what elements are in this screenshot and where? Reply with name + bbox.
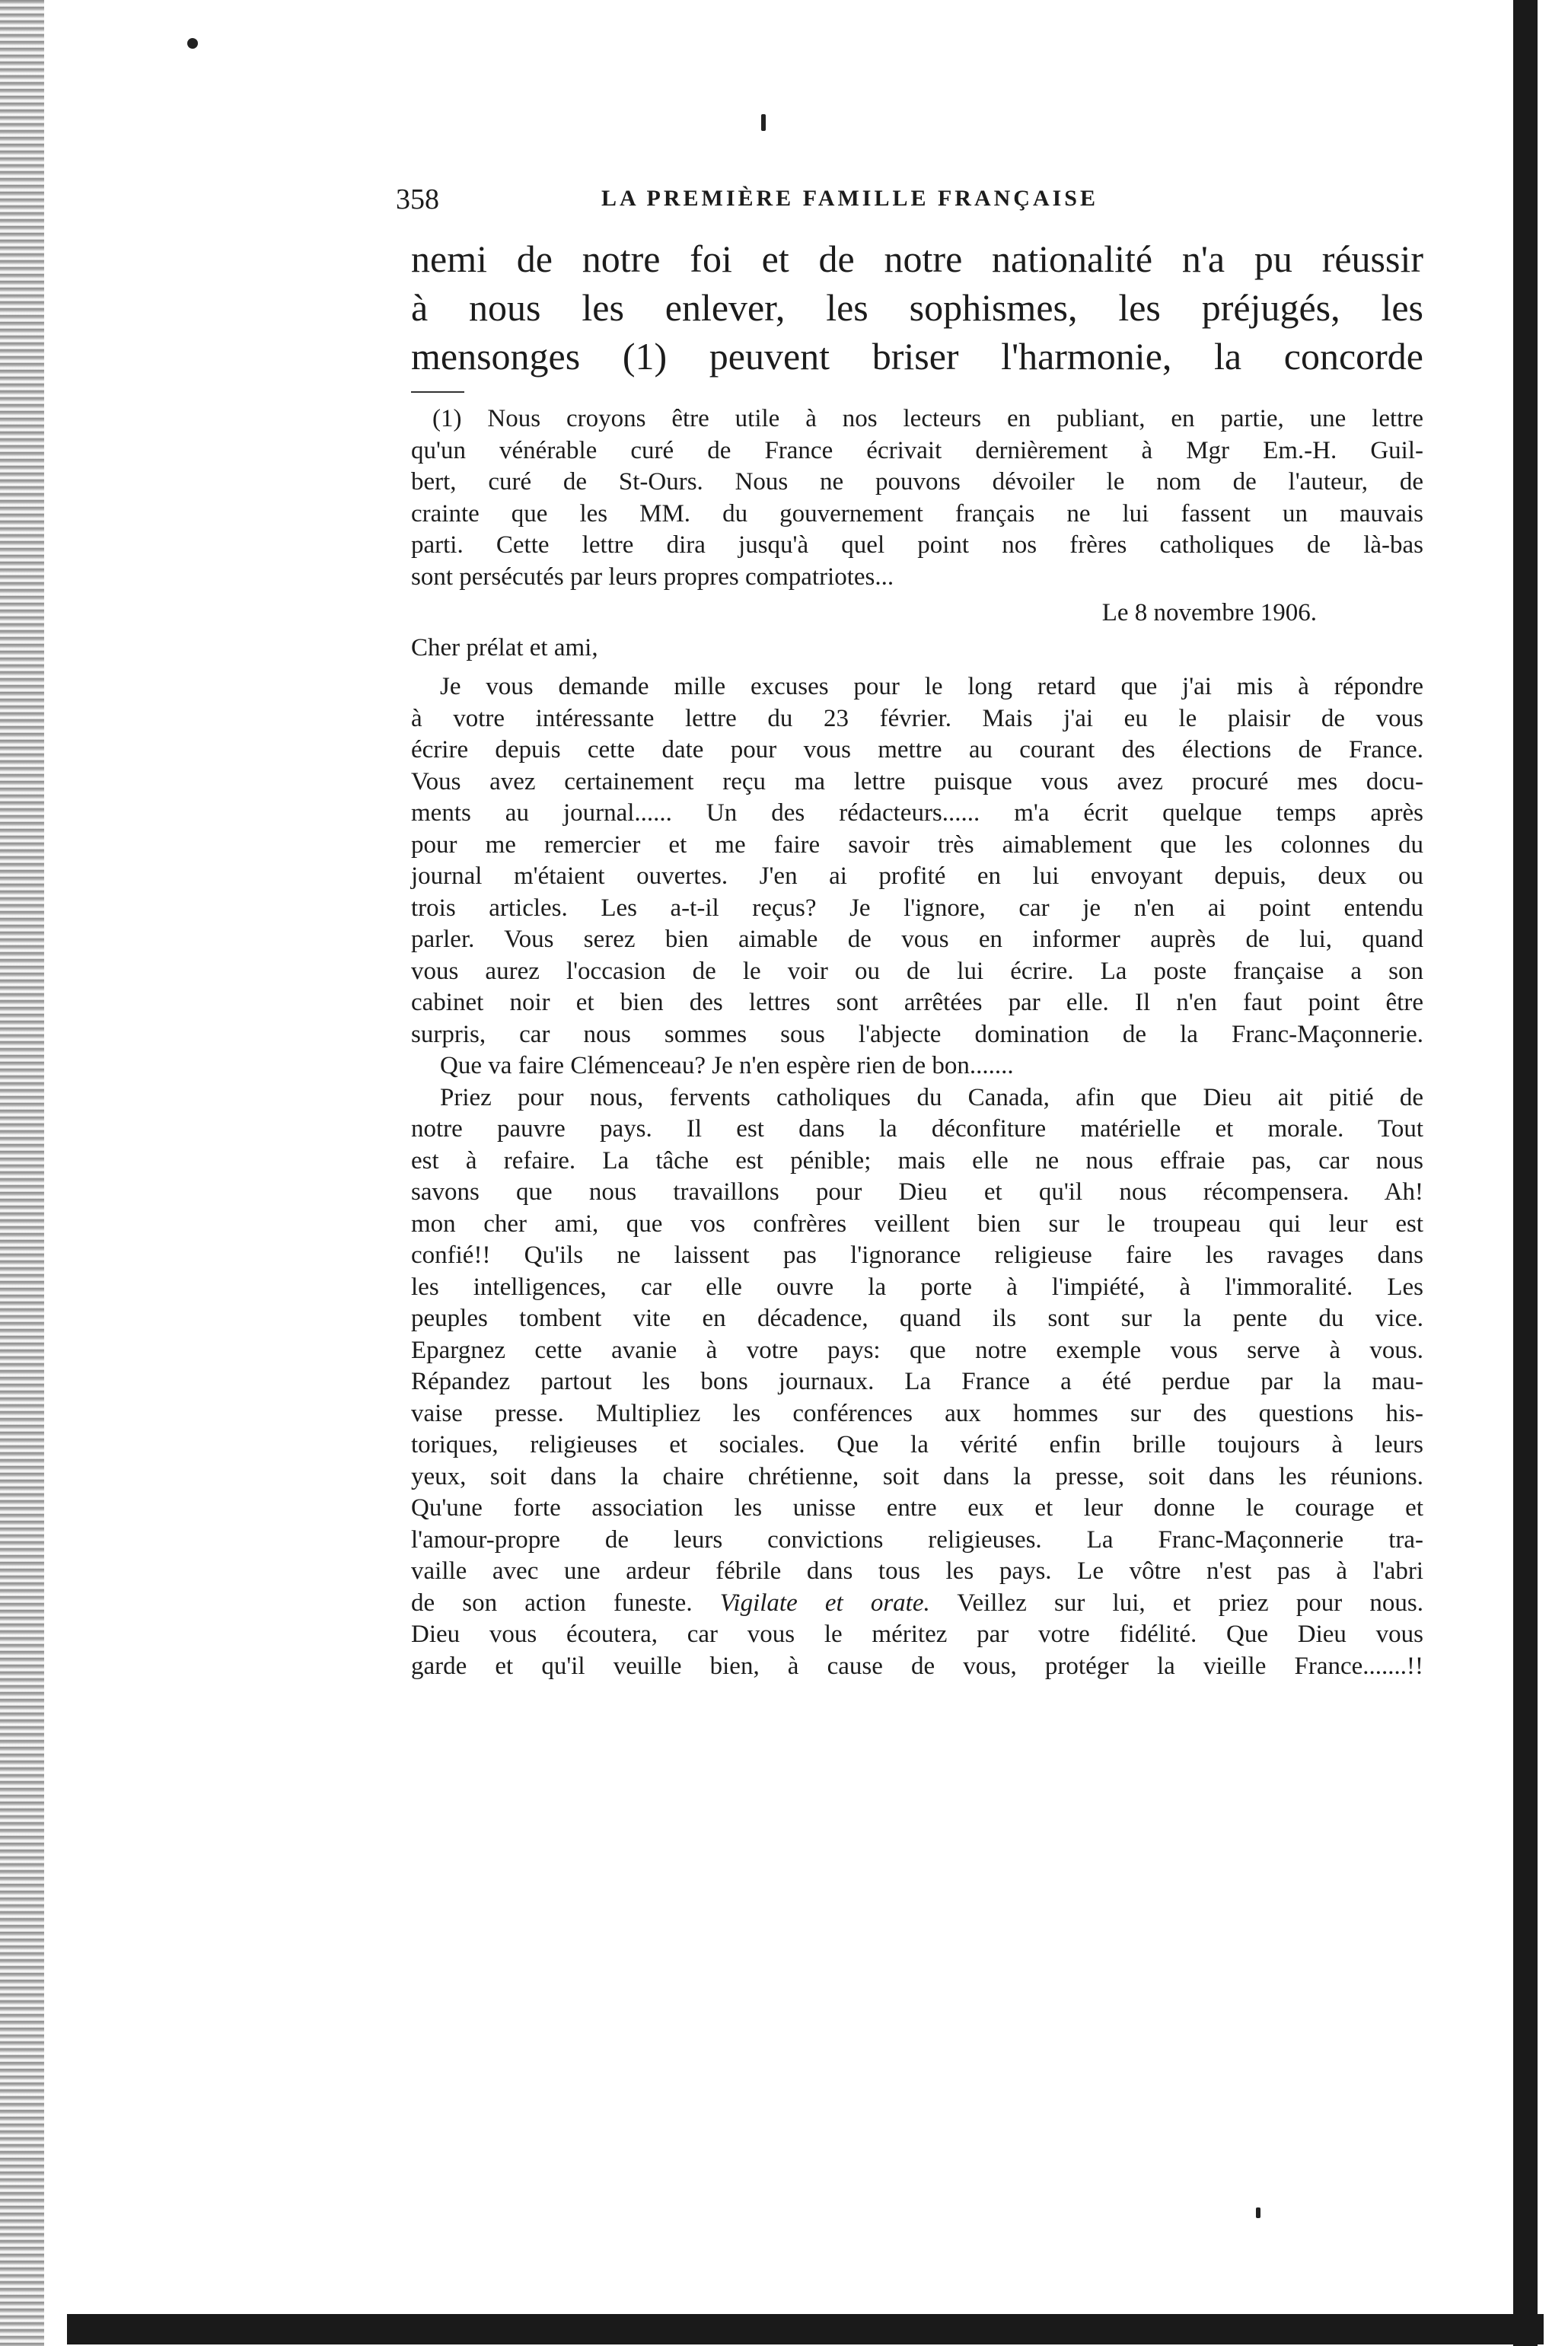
- letter-line: journal m'étaient ouvertes. J'en ai profité en lui envoyant depuis, deux ou: [411, 862, 1423, 890]
- italic-phrase: Vigilate et orate.: [719, 1589, 930, 1617]
- letter-line: Dieu vous écoutera, car vous le méritez par votre fidélité. Que Dieu vous: [411, 1621, 1423, 1648]
- main-text: [411, 234, 1423, 381]
- main-text-line: nemi de notre foi et de notre nationalité n'a pu réussir: [411, 237, 1423, 280]
- letter-line: est à refaire. La tâche est pénible; mais elle ne nous effraie pas, car nous: [411, 1146, 1423, 1175]
- letter-line: Priez pour nous, fervents catholiques du Canada, afin que Dieu ait pitié de: [440, 1083, 1423, 1111]
- letter-line: savons que nous travaillons pour Dieu et qu'il nous récompensera. Ah!: [411, 1178, 1423, 1206]
- letter-line: Que va faire Clémenceau? Je n'en espère rien de bon.......: [440, 1052, 1014, 1079]
- letter-line: les intelligences, car elle ouvre la porte à l'impiété, à l'immoralité. Les: [411, 1273, 1423, 1301]
- main-text-line: à nous les enlever, les sophismes, les préjugés, les: [411, 286, 1423, 329]
- letter-line: Qu'une forte association les unisse entre eux et leur donne le courage et: [411, 1494, 1423, 1522]
- scan-binding-shadow: [0, 0, 44, 2346]
- letter-line: vaise presse. Multipliez les conférences aux hommes sur des questions his-: [411, 1399, 1423, 1427]
- letter-date: Le 8 novembre 1906.: [1101, 599, 1317, 626]
- footnote-rule: [411, 391, 464, 393]
- document-page: [396, 183, 1423, 1682]
- letter-line: à votre intéressante lettre du 23 février. Mais j'ai eu le plaisir de vous: [411, 704, 1423, 732]
- main-text-line: mensonges (1) peuvent briser l'harmonie, la concorde: [411, 335, 1423, 378]
- letter-line: notre pauvre pays. Il est dans la déconfiture matérielle et morale. Tout: [411, 1115, 1423, 1143]
- letter-line: Répandez partout les bons journaux. La France a été perdue par la mau-: [411, 1368, 1423, 1395]
- letter-line: surpris, car nous sommes sous l'abjecte domination de la Franc-Maçonnerie.: [411, 1020, 1423, 1048]
- footnote: [411, 403, 1423, 664]
- footnote-line: crainte que les MM. du gouvernement français ne lui fassent un mauvais: [411, 499, 1423, 528]
- page-header: [396, 183, 1423, 225]
- letter-line: cabinet noir et bien des lettres sont arrêtées par elle. Il n'en faut point être: [411, 989, 1423, 1016]
- letter-line: Vous avez certainement reçu ma lettre puisque vous avez procuré mes docu-: [411, 767, 1423, 795]
- footnote-line: qu'un vénérable curé de France écrivait dernièrement à Mgr Em.-H. Guil-: [411, 436, 1423, 464]
- page-number: 358: [396, 183, 439, 215]
- letter-body: [411, 671, 1423, 1682]
- letter-line: confié!! Qu'ils ne laissent pas l'ignorance religieuse faire les ravages dans: [411, 1242, 1423, 1269]
- letter-line: vous aurez l'occasion de le voir ou de lui écrire. La poste française a son: [411, 957, 1423, 985]
- letter-line: Je vous demande mille excuses pour le long retard que j'ai mis à répondre: [440, 673, 1423, 700]
- letter-line: peuples tombent vite en décadence, quand ils sont sur la pente du vice.: [411, 1305, 1423, 1332]
- letter-line: toriques, religieuses et sociales. Que la vérité enfin brille toujours à leurs: [411, 1431, 1423, 1458]
- letter-line: pour me remercier et me faire savoir très aimablement que les colonnes du: [411, 830, 1423, 859]
- letter-line: ments au journal...... Un des rédacteurs...... m'a écrit quelque temps après: [411, 799, 1423, 827]
- letter-line: l'amour-propre de leurs convictions religieuses. La Franc-Maçonnerie tra-: [411, 1525, 1423, 1554]
- letter-line: parler. Vous serez bien aimable de vous en informer auprès de lui, quand: [411, 926, 1423, 953]
- scan-speck: [187, 38, 198, 49]
- letter-line: vaille avec une ardeur fébrile dans tous les pays. Le vôtre n'est pas à l'abri: [411, 1557, 1423, 1585]
- footnote-line: (1) Nous croyons être utile à nos lecteurs en publiant, en partie, une lettre: [432, 405, 1423, 432]
- footnote-line: sont persécutés par leurs propres compatriotes...: [411, 563, 894, 591]
- letter-line: garde et qu'il veuille bien, à cause de vous, protéger la vieille France.......!!: [411, 1652, 1423, 1680]
- letter-salutation: Cher prélat et ami,: [411, 633, 598, 661]
- footnote-line: bert, curé de St-Ours. Nous ne pouvons dévoiler le nom de l'auteur, de: [411, 468, 1423, 496]
- letter-text: de son action funeste.: [411, 1589, 693, 1617]
- letter-line: Epargnez cette avanie à votre pays: que notre exemple vous serve à vous.: [411, 1336, 1423, 1364]
- scan-speck: [1256, 2207, 1260, 2218]
- scan-bottom-edge: [67, 2314, 1544, 2344]
- letter-line: yeux, soit dans la chaire chrétienne, soit dans la presse, soit dans les réunions.: [411, 1462, 1423, 1490]
- scan-right-edge: [1513, 0, 1538, 2346]
- letter-line: écrire depuis cette date pour vous mettre au courant des élections de France.: [411, 736, 1423, 763]
- letter-line: trois articles. Les a-t-il reçus? Je l'ignore, car je n'en ai point entendu: [411, 894, 1423, 922]
- letter-line-with-italic: [411, 1588, 1423, 1620]
- letter-line: mon cher ami, que vos confrères veillent bien sur le troupeau qui leur est: [411, 1210, 1423, 1238]
- footnote-line: parti. Cette lettre dira jusqu'à quel point nos frères catholiques de là-bas: [411, 531, 1423, 559]
- scan-speck: [761, 114, 766, 131]
- letter-text: Veillez sur lui, et priez pour nous.: [957, 1589, 1423, 1617]
- running-head: LA PREMIÈRE FAMILLE FRANÇAISE: [601, 186, 1098, 211]
